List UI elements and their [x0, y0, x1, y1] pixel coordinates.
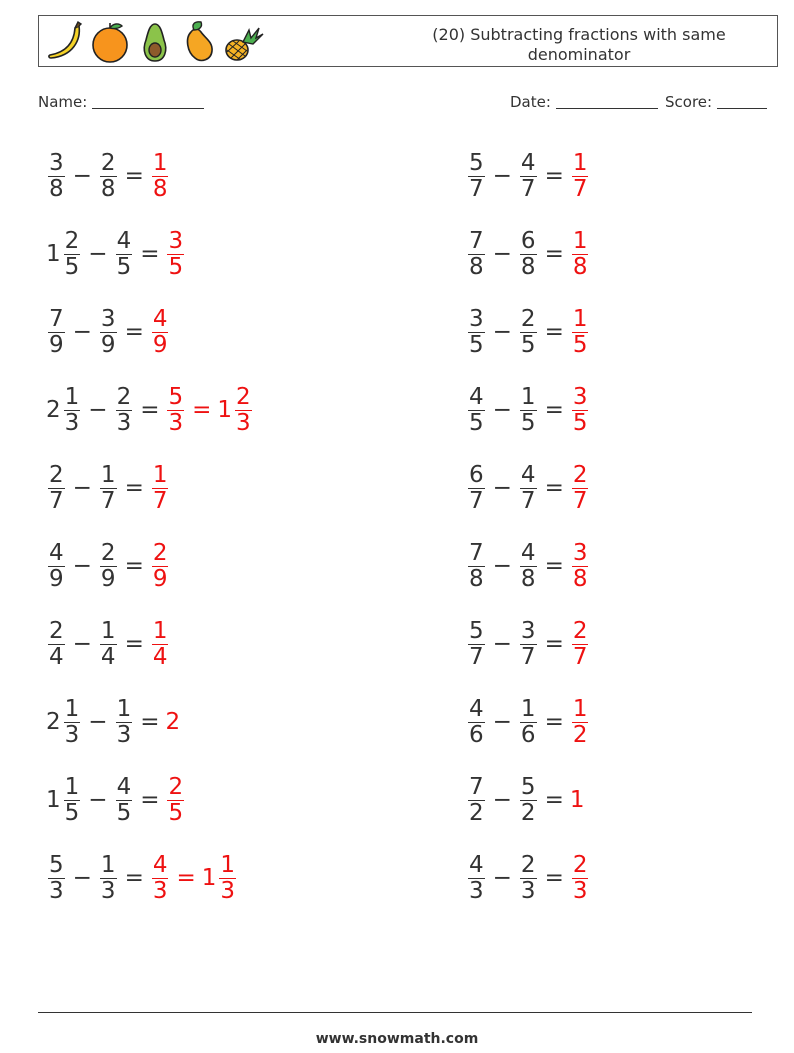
- answer-numerator: 1: [572, 305, 588, 332]
- subtrahend-numerator: 4: [116, 227, 132, 254]
- equals-sign: =: [124, 163, 144, 189]
- minuend-denominator: 9: [49, 331, 64, 358]
- answer-fraction: [152, 463, 169, 514]
- subtrahend-fraction: [100, 463, 117, 514]
- problem-4: [46, 380, 254, 440]
- minuend-denominator: 8: [49, 175, 64, 202]
- equals-sign: =: [544, 475, 564, 501]
- problem-14: [466, 380, 590, 440]
- minuend-whole: 1: [46, 241, 61, 267]
- minuend-denominator: 5: [64, 799, 80, 826]
- answer-denominator: 9: [152, 331, 168, 358]
- score-blank[interactable]: [717, 93, 767, 109]
- problem-16: [466, 536, 590, 596]
- date-field[interactable]: [510, 93, 658, 111]
- equals-sign: =: [124, 865, 144, 891]
- subtrahend-fraction: [116, 385, 133, 436]
- minuend-whole: 2: [46, 709, 61, 735]
- answer-denominator: 9: [152, 565, 168, 592]
- equals-sign: =: [192, 397, 212, 423]
- pineapple-icon: [223, 20, 265, 64]
- minuend-numerator: 4: [469, 695, 484, 722]
- equals-sign: =: [124, 319, 144, 345]
- name-field[interactable]: [38, 93, 204, 111]
- subtrahend-numerator: 3: [520, 617, 536, 644]
- subtrahend-numerator: 1: [100, 461, 116, 488]
- answer-fraction: [152, 541, 169, 592]
- answer-fraction: [167, 385, 184, 436]
- subtrahend-denominator: 6: [520, 721, 536, 748]
- minuend-numerator: 5: [49, 851, 64, 878]
- minuend-denominator: 9: [49, 565, 64, 592]
- orange-icon: [89, 20, 131, 64]
- subtrahend-denominator: 4: [100, 643, 116, 670]
- minuend-numerator: 2: [49, 461, 64, 488]
- minuend-fraction: [468, 775, 485, 826]
- minuend-numerator: 2: [64, 227, 80, 254]
- answer-denominator: 7: [572, 175, 588, 202]
- equals-sign: =: [544, 865, 564, 891]
- subtrahend-numerator: 4: [520, 539, 536, 566]
- answer-fraction: [152, 151, 169, 202]
- equals-sign: =: [124, 631, 144, 657]
- equals-sign: =: [544, 163, 564, 189]
- minuend-whole: 1: [46, 787, 61, 813]
- minuend-fraction: [48, 853, 65, 904]
- answer-denominator: 8: [572, 253, 588, 280]
- subtrahend-denominator: 5: [116, 799, 132, 826]
- minuend-numerator: 7: [469, 773, 484, 800]
- answer-numerator: 3: [572, 539, 588, 566]
- minuend-fraction: [468, 697, 485, 748]
- minuend-fraction: [468, 229, 485, 280]
- problem-5: [46, 458, 170, 518]
- minus-sign: −: [88, 709, 108, 735]
- minuend-fraction: [48, 619, 65, 670]
- problem-17: [466, 614, 590, 674]
- minus-sign: −: [72, 475, 92, 501]
- name-label: Name:: [38, 93, 88, 111]
- minuend-denominator: 3: [49, 877, 64, 904]
- minuend-fraction: [468, 463, 485, 514]
- subtrahend-fraction: [520, 151, 537, 202]
- subtrahend-numerator: 2: [116, 383, 132, 410]
- answer-denominator: 3: [572, 877, 588, 904]
- minuend-denominator: 3: [64, 721, 80, 748]
- minuend-numerator: 4: [469, 851, 484, 878]
- answer-numerator: 2: [168, 773, 184, 800]
- subtrahend-numerator: 6: [520, 227, 536, 254]
- subtrahend-denominator: 8: [100, 175, 116, 202]
- date-label: Date:: [510, 93, 551, 111]
- minuend-fraction: [48, 463, 65, 514]
- problem-15: [466, 458, 590, 518]
- answer-numerator: 4: [152, 851, 168, 878]
- subtrahend-numerator: 1: [116, 695, 132, 722]
- problem-13: [466, 302, 590, 362]
- equals-sign: =: [140, 787, 160, 813]
- equals-sign: =: [140, 709, 160, 735]
- subtrahend-numerator: 1: [100, 617, 116, 644]
- answer: [165, 709, 181, 735]
- answer-denominator: 5: [168, 253, 184, 280]
- minuend-numerator: 7: [469, 539, 484, 566]
- answer-numerator: 4: [152, 305, 168, 332]
- subtrahend-numerator: 2: [520, 851, 536, 878]
- minus-sign: −: [492, 709, 512, 735]
- mixed-answer-whole: 1: [201, 865, 217, 891]
- problem-6: [46, 536, 170, 596]
- minus-sign: −: [88, 241, 108, 267]
- subtrahend-denominator: 3: [520, 877, 536, 904]
- avocado-icon: [139, 20, 171, 64]
- answer-denominator: 3: [152, 877, 168, 904]
- minuend-fraction: [48, 307, 65, 358]
- minus-sign: −: [492, 787, 512, 813]
- answer-fraction: [572, 151, 589, 202]
- answer: [150, 151, 171, 202]
- subtrahend-denominator: 8: [520, 565, 536, 592]
- title-line-2: denominator: [527, 45, 631, 64]
- answer-fraction: [572, 541, 589, 592]
- subtrahend-fraction: [520, 853, 537, 904]
- subtrahend-fraction: [520, 229, 537, 280]
- minuend-denominator: 7: [49, 487, 64, 514]
- subtrahend-denominator: 8: [520, 253, 536, 280]
- minuend-fraction: [468, 853, 485, 904]
- answer-numerator: 1: [152, 149, 168, 176]
- minuend-numerator: 1: [64, 383, 80, 410]
- minuend-numerator: 2: [49, 617, 64, 644]
- answer-fraction: [152, 853, 169, 904]
- answer-fraction: [572, 697, 589, 748]
- minus-sign: −: [492, 553, 512, 579]
- answer-denominator: 2: [572, 721, 588, 748]
- problem-9: [46, 770, 186, 830]
- answer: [570, 787, 586, 813]
- subtrahend-numerator: 4: [520, 461, 536, 488]
- mixed-answer-fraction: [219, 853, 236, 904]
- minuend-fraction: [64, 697, 81, 748]
- mixed-answer-denominator: 3: [220, 877, 236, 904]
- subtrahend-denominator: 5: [520, 409, 536, 436]
- equals-sign: =: [176, 865, 196, 891]
- subtrahend-denominator: 9: [100, 565, 116, 592]
- answer: [150, 541, 171, 592]
- answer-numerator: 5: [168, 383, 184, 410]
- minuend-numerator: 6: [469, 461, 484, 488]
- minuend-denominator: 5: [64, 253, 80, 280]
- subtrahend-numerator: 4: [116, 773, 132, 800]
- subtrahend-denominator: 3: [116, 409, 132, 436]
- problem-19: [466, 770, 585, 830]
- subtrahend-fraction: [100, 307, 117, 358]
- minuend-numerator: 5: [469, 617, 484, 644]
- minuend-denominator: 7: [469, 643, 484, 670]
- minuend-numerator: 5: [469, 149, 484, 176]
- answer-denominator: 8: [572, 565, 588, 592]
- equals-sign: =: [544, 241, 564, 267]
- answer: [570, 697, 591, 748]
- subtrahend-fraction: [100, 151, 117, 202]
- answer: [165, 385, 253, 436]
- problem-7: [46, 614, 170, 674]
- equals-sign: =: [140, 241, 160, 267]
- minuend-numerator: 7: [49, 305, 64, 332]
- answer: [570, 619, 591, 670]
- answer-denominator: 8: [152, 175, 168, 202]
- subtrahend-denominator: 2: [520, 799, 536, 826]
- subtrahend-numerator: 3: [100, 305, 116, 332]
- answer: [165, 775, 186, 826]
- subtrahend-fraction: [100, 541, 117, 592]
- answer-fraction: [572, 385, 589, 436]
- answer-numerator: 2: [152, 539, 168, 566]
- answer-fraction: [572, 619, 589, 670]
- minuend-denominator: 8: [469, 253, 484, 280]
- subtrahend-denominator: 7: [520, 487, 536, 514]
- subtrahend-fraction: [520, 697, 537, 748]
- answer-fraction: [572, 853, 589, 904]
- problem-11: [466, 146, 590, 206]
- answer: [570, 229, 591, 280]
- minuend-denominator: 7: [469, 175, 484, 202]
- answer-denominator: 5: [572, 409, 588, 436]
- answer-fraction: [572, 307, 589, 358]
- answer: [570, 463, 591, 514]
- answer-denominator: 5: [572, 331, 588, 358]
- subtrahend-denominator: 7: [100, 487, 116, 514]
- minus-sign: −: [492, 631, 512, 657]
- mixed-answer-whole: 1: [217, 397, 233, 423]
- minuend-fraction: [48, 541, 65, 592]
- minuend-denominator: 3: [64, 409, 80, 436]
- minuend-fraction: [468, 307, 485, 358]
- answer: [150, 463, 171, 514]
- minus-sign: −: [492, 865, 512, 891]
- answer: [570, 853, 591, 904]
- problem-10: [46, 848, 238, 908]
- minuend-denominator: 5: [469, 331, 484, 358]
- minuend-numerator: 1: [64, 773, 80, 800]
- subtrahend-fraction: [520, 385, 537, 436]
- mixed-answer-fraction: [235, 385, 252, 436]
- problem-1: [46, 146, 170, 206]
- subtrahend-fraction: [520, 541, 537, 592]
- problem-20: [466, 848, 590, 908]
- subtrahend-numerator: 1: [520, 383, 536, 410]
- minuend-denominator: 4: [49, 643, 64, 670]
- answer: [150, 619, 171, 670]
- minus-sign: −: [492, 241, 512, 267]
- minus-sign: −: [492, 319, 512, 345]
- fruit-icons: [43, 20, 273, 64]
- answer-numerator: 2: [572, 461, 588, 488]
- subtrahend-denominator: 3: [116, 721, 132, 748]
- minus-sign: −: [88, 787, 108, 813]
- problem-12: [466, 224, 590, 284]
- equals-sign: =: [140, 397, 160, 423]
- minus-sign: −: [72, 163, 92, 189]
- minuend-numerator: 4: [49, 539, 64, 566]
- minus-sign: −: [72, 865, 92, 891]
- problem-18: [466, 692, 590, 752]
- subtrahend-numerator: 2: [100, 149, 116, 176]
- minuend-fraction: [64, 775, 81, 826]
- equals-sign: =: [124, 553, 144, 579]
- subtrahend-numerator: 2: [100, 539, 116, 566]
- minuend-fraction: [64, 229, 81, 280]
- score-label: Score:: [665, 93, 713, 111]
- answer-numerator: 1: [572, 149, 588, 176]
- footer-url: www.snowmath.com: [315, 1031, 479, 1047]
- footer-divider: [38, 1012, 752, 1013]
- answer-fraction: [167, 775, 184, 826]
- answer-numerator: 3: [572, 383, 588, 410]
- answer-numerator: 2: [572, 851, 588, 878]
- equals-sign: =: [544, 397, 564, 423]
- answer-numerator: 3: [168, 227, 184, 254]
- subtrahend-denominator: 7: [520, 643, 536, 670]
- subtrahend-fraction: [520, 619, 537, 670]
- subtrahend-fraction: [520, 307, 537, 358]
- minus-sign: −: [492, 163, 512, 189]
- minuend-denominator: 7: [469, 487, 484, 514]
- minuend-denominator: 5: [469, 409, 484, 436]
- minuend-fraction: [468, 541, 485, 592]
- problem-3: [46, 302, 170, 362]
- minuend-fraction: [468, 151, 485, 202]
- answer-fraction: [152, 619, 169, 670]
- answer-denominator: 4: [152, 643, 168, 670]
- equals-sign: =: [544, 553, 564, 579]
- answer: [150, 853, 238, 904]
- minus-sign: −: [492, 397, 512, 423]
- answer-numerator: 1: [572, 227, 588, 254]
- minuend-numerator: 1: [64, 695, 80, 722]
- subtrahend-fraction: [100, 619, 117, 670]
- minuend-numerator: 3: [49, 149, 64, 176]
- answer: [570, 385, 591, 436]
- minus-sign: −: [72, 553, 92, 579]
- subtrahend-fraction: [520, 775, 537, 826]
- subtrahend-numerator: 1: [520, 695, 536, 722]
- minuend-fraction: [64, 385, 81, 436]
- answer-denominator: 5: [168, 799, 184, 826]
- answer-denominator: 7: [572, 643, 588, 670]
- minuend-denominator: 6: [469, 721, 484, 748]
- answer: [570, 151, 591, 202]
- subtrahend-numerator: 5: [520, 773, 536, 800]
- equals-sign: =: [544, 319, 564, 345]
- banana-icon: [45, 20, 85, 64]
- minuend-denominator: 2: [469, 799, 484, 826]
- minuend-numerator: 3: [469, 305, 484, 332]
- subtrahend-denominator: 3: [100, 877, 116, 904]
- answer-denominator: 7: [572, 487, 588, 514]
- answer-fraction: [167, 229, 184, 280]
- answer-numerator: 1: [152, 617, 168, 644]
- minuend-denominator: 8: [469, 565, 484, 592]
- title-line-1: (20) Subtracting fractions with same: [432, 25, 726, 44]
- score-field[interactable]: [665, 93, 767, 111]
- answer: [150, 307, 171, 358]
- subtrahend-fraction: [100, 853, 117, 904]
- answer-whole: 1: [569, 787, 585, 813]
- answer: [570, 541, 591, 592]
- equals-sign: =: [544, 709, 564, 735]
- subtrahend-numerator: 1: [100, 851, 116, 878]
- subtrahend-denominator: 9: [100, 331, 116, 358]
- minuend-whole: 2: [46, 397, 61, 423]
- mixed-answer-denominator: 3: [236, 409, 251, 436]
- answer: [570, 307, 591, 358]
- minuend-fraction: [468, 385, 485, 436]
- answer-whole: 2: [165, 709, 181, 735]
- worksheet-title: [379, 25, 779, 65]
- answer-fraction: [152, 307, 169, 358]
- equals-sign: =: [544, 787, 564, 813]
- answer-numerator: 1: [572, 695, 588, 722]
- minus-sign: −: [492, 475, 512, 501]
- minuend-numerator: 4: [469, 383, 484, 410]
- minus-sign: −: [88, 397, 108, 423]
- answer: [165, 229, 186, 280]
- subtrahend-fraction: [116, 229, 133, 280]
- mixed-answer-numerator: 2: [236, 383, 251, 410]
- problem-2: [46, 224, 186, 284]
- answer-numerator: 1: [152, 461, 168, 488]
- minuend-numerator: 7: [469, 227, 484, 254]
- mixed-answer-numerator: 1: [220, 851, 236, 878]
- equals-sign: =: [544, 631, 564, 657]
- minuend-fraction: [48, 151, 65, 202]
- subtrahend-denominator: 7: [520, 175, 536, 202]
- answer-fraction: [572, 229, 589, 280]
- subtrahend-fraction: [520, 463, 537, 514]
- problem-8: [46, 692, 181, 752]
- minuend-fraction: [468, 619, 485, 670]
- subtrahend-fraction: [116, 697, 133, 748]
- minuend-denominator: 3: [469, 877, 484, 904]
- minus-sign: −: [72, 319, 92, 345]
- equals-sign: =: [124, 475, 144, 501]
- subtrahend-numerator: 2: [520, 305, 536, 332]
- subtrahend-numerator: 4: [520, 149, 536, 176]
- answer-denominator: 7: [152, 487, 168, 514]
- minus-sign: −: [72, 631, 92, 657]
- name-blank[interactable]: [92, 93, 204, 109]
- subtrahend-fraction: [116, 775, 133, 826]
- subtrahend-denominator: 5: [520, 331, 536, 358]
- worksheet-header: [38, 15, 778, 67]
- answer-fraction: [572, 463, 589, 514]
- answer-denominator: 3: [168, 409, 184, 436]
- date-blank[interactable]: [556, 93, 658, 109]
- subtrahend-denominator: 5: [116, 253, 132, 280]
- answer-numerator: 2: [572, 617, 588, 644]
- mango-icon: [181, 20, 217, 64]
